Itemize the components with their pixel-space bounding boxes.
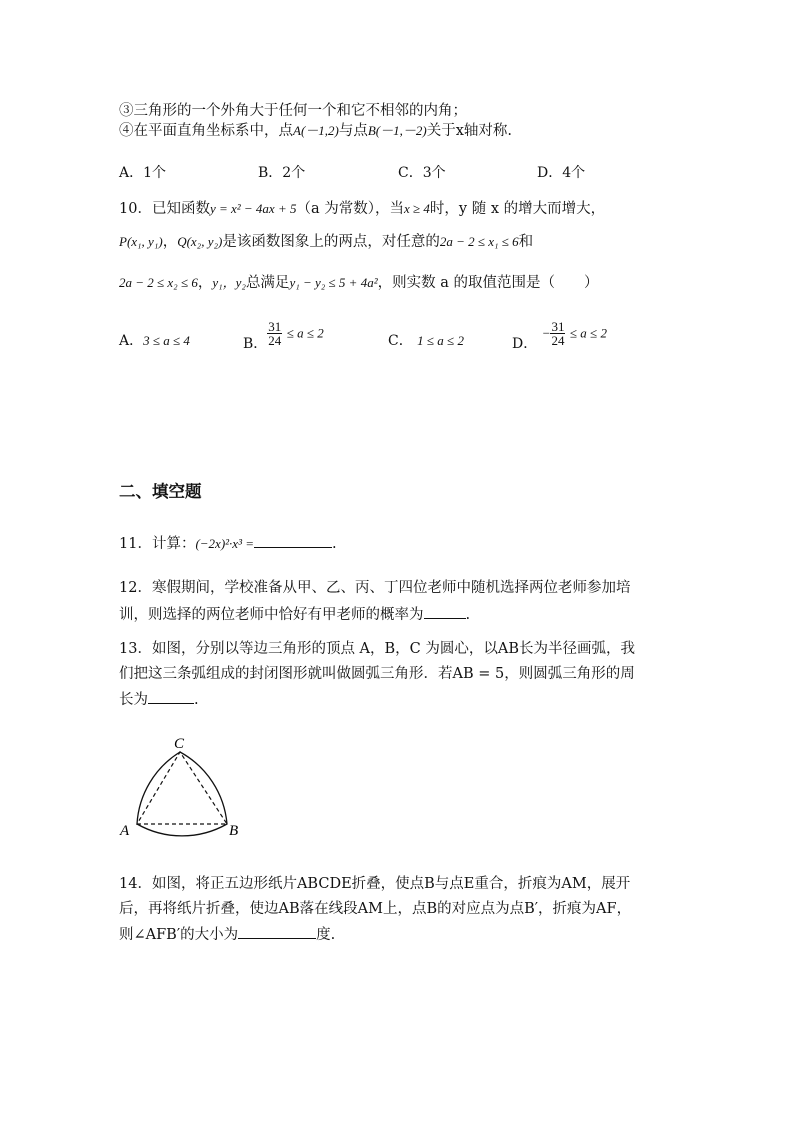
vertex-label-c: C [174,736,185,752]
q10-choice-c-expr: 1 ≤ a ≤ 2 [417,333,464,348]
statement-3: ③三角形的一个外角大于任何一个和它不相邻的内角； [119,103,467,119]
q10-choice-d-expr: ≤ a ≤ 2 [569,325,607,341]
section-title: 二、填空题 [119,482,202,501]
q12-line-1: 12．寒假期间，学校准备从甲、乙、丙、丁四位老师中随机选择两位老师参加培 [119,580,631,596]
q10-choice-c [388,330,464,350]
q14-text: 则∠AFB′的大小为 [119,927,239,943]
q11-answer-blank[interactable] [254,533,332,548]
q13-suffix: . [194,692,199,708]
point-a: A(－1,2) [293,123,339,138]
q10-choice-b-label: B． [243,335,268,352]
q11-prefix: 11．计算： [119,536,196,552]
q11-suffix: . [332,536,337,552]
q10-condition: x ≥ 4 [404,201,430,216]
q10-text-6: 总满足 [245,275,290,291]
q12-line-2 [119,604,470,625]
fraction-numerator: 31 [268,319,282,334]
statement-4 [119,121,512,141]
q13-answer-blank[interactable] [148,689,194,704]
q10-y-values: y₁，y₂ [212,275,246,290]
q10-text-3: 是该函数图象上的两点，对任意的 [222,234,440,250]
q10-text-7: ，则实数 a 的取值范围是（ ） [377,275,599,291]
q10-choice-b-fraction [267,320,282,347]
arc-boundary [137,752,227,836]
q11 [119,533,337,554]
q13-line-3 [119,689,199,710]
q10-inequality-3: y₁ − y₂ ≤ 5 + 4a² [289,275,378,290]
q10-function: y = x² − 4ax + 5 [209,201,297,216]
q10-text-1: （a 为常数），当 [296,201,404,217]
q14-line-3 [119,924,335,945]
statement-4-suffix: 关于x轴对称. [426,123,513,139]
q9-choice-b: B．2个 [258,165,306,181]
q13-line-1: 13．如图，分别以等边三角形的顶点 A，B，C 为圆心，以AB长为半径画弧，我 [119,641,636,657]
q10-text-4: 和 [518,234,534,250]
equilateral-triangle [137,752,227,824]
q10-text-5: ， [197,275,213,291]
q10-intro: 10．已知函数 [119,201,210,217]
q10-choice-b-expr: ≤ a ≤ 2 [286,325,324,341]
reuleaux-triangle-figure [110,728,250,843]
q9-choice-d: D．4个 [537,165,586,181]
q10-choice-d [512,319,607,352]
statement-4-mid: 与点 [338,123,368,139]
q10-line-1 [119,199,605,219]
q12-suffix: . [465,607,471,623]
fraction-numerator: 31 [551,319,565,334]
q10-choice-d-fraction [550,320,565,347]
q10-line-2 [119,232,533,252]
point-b: B(－1,－2) [367,123,427,138]
q10-inequality-2: 2a − 2 ≤ x₂ ≤ 6 [119,275,198,290]
q14-line-2: 后，再将纸片折叠，使边AB落在线段AM上，点B的对应点为点B′，折痕为AF， [119,901,632,917]
q13-line-2: 们把这三条弧组成的封闭图形就叫做圆弧三角形．若AB = 5，则圆弧三角形的周 [119,666,635,682]
q10-choice-a-expr: 3 ≤ a ≤ 4 [143,333,190,348]
q10-choice-c-label: C． [388,333,413,349]
vertex-label-a: A [120,823,130,839]
q11-expression: (−2x)²·x³ = [195,536,254,551]
point-q: Q(x₂, y₂) [177,234,223,249]
q10-inequality-1: 2a − 2 ≤ x₁ ≤ 6 [439,234,519,249]
q9-choice-c: C．3个 [398,165,446,181]
statement-4-prefix: ④在平面直角坐标系中，点 [119,123,293,139]
q10-choice-d-label: D． [512,335,538,352]
q10-choice-b [243,319,324,352]
q10-text-2: 时，y 随 x 的增大而增大， [429,201,606,217]
q14-answer-blank[interactable] [238,924,316,939]
q13-text: 长为 [119,692,148,708]
q10-line-3 [119,273,598,293]
q10-choice-a-label: A． [119,333,144,349]
vertex-label-b: B [229,823,239,839]
q12-text: 训，则选择的两位老师中恰好有甲老师的概率为 [119,607,424,623]
q10-comma: ， [162,234,178,250]
q9-choice-a: A．1个 [119,165,167,181]
q12-answer-blank[interactable] [424,604,466,619]
fraction-denominator: 24 [551,333,565,348]
point-p: P(x₁, y₁) [119,234,163,249]
fraction-denominator: 24 [268,333,282,348]
q14-suffix: 度. [316,927,336,943]
q10-choice-d-sign: − [541,325,551,341]
q10-choice-a [119,330,190,350]
q14-line-1: 14．如图，将正五边形纸片ABCDE折叠，使点B与点E重合，折痕为AM，展开 [119,876,631,892]
